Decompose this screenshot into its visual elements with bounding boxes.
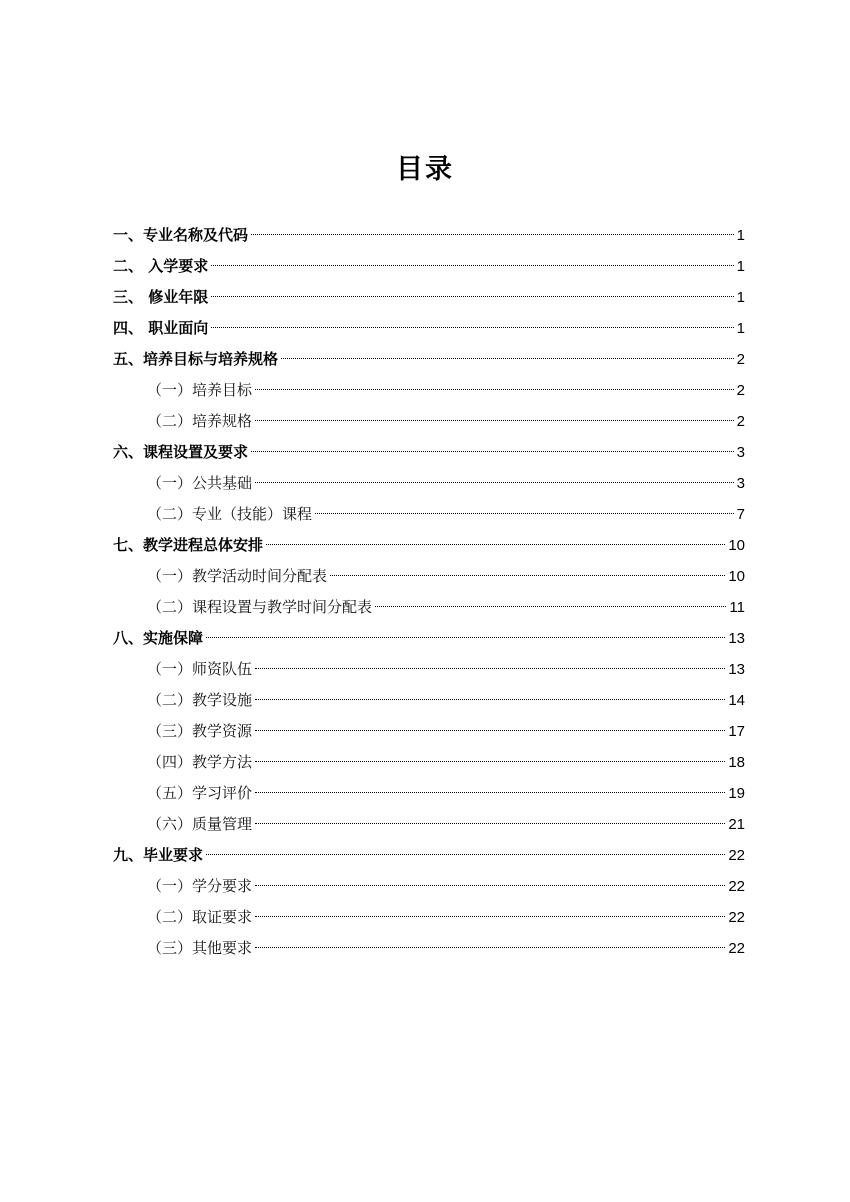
toc-entry-page-number: 22 [728,940,745,957]
toc-entry-section[interactable] [113,499,745,530]
toc-entry-page-number: 1 [736,320,745,337]
toc-entry-title: （三）教学资源 [147,722,253,740]
toc-entry-title: （三）其他要求 [147,939,253,957]
toc-entry-title: 七、教学进程总体安排 [113,536,264,554]
toc-entry-section[interactable] [113,747,745,778]
toc-entry-title: （二）培养规格 [147,412,253,430]
toc-entry-page-number: 13 [728,661,745,678]
toc-entry-section[interactable] [113,933,745,964]
table-of-contents [113,220,745,964]
toc-entry-title: 五、培养目标与培养规格 [113,350,279,368]
dot-leader [255,699,725,700]
toc-entry-page-number: 2 [736,351,745,368]
toc-entry-page-number: 17 [728,723,745,740]
toc-entry-title: 三、 修业年限 [113,288,209,306]
dot-leader [375,606,726,607]
toc-entry-title: 八、实施保障 [113,629,204,647]
toc-entry-title: （二）课程设置与教学时间分配表 [147,598,373,616]
dot-leader [206,637,725,638]
toc-entry-section[interactable] [113,375,745,406]
toc-entry-section[interactable] [113,561,745,592]
dot-leader [330,575,725,576]
toc-entry-title: （四）教学方法 [147,753,253,771]
toc-entry-section[interactable] [113,685,745,716]
toc-entry-title: （一）师资队伍 [147,660,253,678]
dot-leader [251,451,734,452]
toc-entry-page-number: 11 [729,599,745,616]
dot-leader [255,482,734,483]
toc-entry-page-number: 19 [728,785,745,802]
toc-entry-section[interactable] [113,592,745,623]
toc-entry-chapter[interactable] [113,313,745,344]
dot-leader [211,265,733,266]
toc-entry-page-number: 10 [728,568,745,585]
dot-leader [251,234,734,235]
toc-entry-title: （一）培养目标 [147,381,253,399]
toc-entry-section[interactable] [113,809,745,840]
toc-entry-title: （六）质量管理 [147,815,253,833]
toc-entry-chapter[interactable] [113,251,745,282]
toc-entry-title: （二）专业（技能）课程 [147,505,313,523]
dot-leader [255,885,725,886]
dot-leader [211,327,733,328]
toc-entry-title: 六、课程设置及要求 [113,443,249,461]
toc-entry-page-number: 22 [728,909,745,926]
dot-leader [255,668,725,669]
toc-entry-page-number: 3 [736,444,745,461]
dot-leader [255,792,725,793]
toc-entry-title: （二）教学设施 [147,691,253,709]
toc-entry-section[interactable] [113,468,745,499]
toc-entry-title: （二）取证要求 [147,908,253,926]
toc-entry-chapter[interactable] [113,282,745,313]
toc-entry-chapter[interactable] [113,530,745,561]
toc-entry-page-number: 13 [728,630,745,647]
dot-leader [211,296,733,297]
page-title: 目录 [396,154,454,185]
toc-entry-page-number: 7 [736,506,745,523]
toc-entry-section[interactable] [113,778,745,809]
toc-entry-section[interactable] [113,406,745,437]
toc-entry-title: 九、毕业要求 [113,846,204,864]
dot-leader [206,854,725,855]
toc-entry-page-number: 14 [728,692,745,709]
dot-leader [315,513,734,514]
toc-entry-chapter[interactable] [113,437,745,468]
toc-entry-page-number: 1 [736,258,745,275]
toc-entry-page-number: 3 [736,475,745,492]
toc-entry-section[interactable] [113,654,745,685]
toc-entry-page-number: 22 [728,878,745,895]
toc-entry-page-number: 1 [736,289,745,306]
toc-entry-chapter[interactable] [113,220,745,251]
toc-entry-chapter[interactable] [113,623,745,654]
toc-entry-page-number: 21 [728,816,745,833]
toc-entry-chapter[interactable] [113,840,745,871]
toc-entry-title: （五）学习评价 [147,784,253,802]
toc-entry-page-number: 1 [736,227,745,244]
toc-entry-title: 四、 职业面向 [113,319,209,337]
toc-entry-title: 一、专业名称及代码 [113,226,249,244]
toc-entry-section[interactable] [113,716,745,747]
toc-entry-title: （一）学分要求 [147,877,253,895]
toc-entry-title: （一）教学活动时间分配表 [147,567,328,585]
toc-entry-section[interactable] [113,902,745,933]
dot-leader [255,761,725,762]
dot-leader [255,823,725,824]
toc-entry-section[interactable] [113,871,745,902]
dot-leader [255,420,734,421]
dot-leader [255,916,725,917]
toc-entry-page-number: 18 [728,754,745,771]
toc-entry-chapter[interactable] [113,344,745,375]
dot-leader [255,389,734,390]
toc-entry-page-number: 10 [728,537,745,554]
toc-entry-title: 二、 入学要求 [113,257,209,275]
dot-leader [255,947,725,948]
dot-leader [281,358,734,359]
toc-entry-page-number: 2 [736,413,745,430]
toc-entry-title: （一）公共基础 [147,474,253,492]
dot-leader [266,544,725,545]
dot-leader [255,730,725,731]
toc-entry-page-number: 2 [736,382,745,399]
toc-entry-page-number: 22 [728,847,745,864]
